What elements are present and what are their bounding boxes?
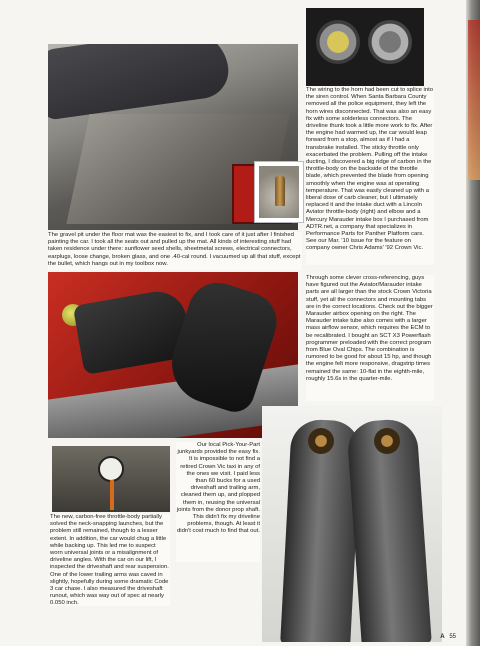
bullet-round	[275, 176, 285, 206]
page-folio	[440, 634, 456, 640]
caption-airbox	[306, 275, 434, 401]
caption-airbox-text: Through some clever cross-referencing, guys have figured out the Aviator/Marauder intake parts are all larger than the stock Crown Victoria stuff, yet all the connectors and mounting tabs are in the correct locations. Check out the bigger Marauder airbox opening on the right. The Marauder intake tube also comes with a larger mass airflow sensor, which requires the ECM to be recalibrated. I bought an SCT X3 Powerflash programmer preloaded with the correct program from Blue Oval Chips. The combination is rumored to be good for about 15 hp, and though the engine felt more responsive, dragstrip times remained the same: 10-flat in the eighth-mile, roughly 15.6s in the quarter-mile.	[306, 275, 433, 382]
page-number: 55	[449, 634, 456, 640]
caption-throttle	[306, 87, 434, 265]
caption-junkyard	[176, 442, 260, 562]
old-throttle-body	[316, 20, 360, 64]
caption-driveshaft-text: The new, carbon-free throttle-body partially solved the neck-snapping launches, but the problem still remained, though to a lesser extent. In addition, the car would chug a little while backing up. This led me to suspect worn universal joints or a misalignment of driveline angles. With the car on our lift, I inspected the driveshaft and rear suspension. One of the lower trailing arms was caved in slightly, hopefully during some dramatic Code 3 car chase. I also measured the driveshaft runout, which was way out of spec at nearly 0.050 inch.	[50, 514, 169, 607]
caption-floor	[48, 232, 302, 270]
photo-driveshaft-runout	[52, 446, 170, 512]
caption-floor-text: The gravel pit under the floor mat was the easiest to fix, and I took care of it just after I finished painting the car. I took all the seats out and pulled up the mat. All kinds of interesting stuff had taken residence under there: sunflower seed shells, sheetmetal screws, electrical connectors, earplugs, loose change, broken glass, and one .40-cal round. I vacuumed up all that stuff, except the bullet, which hangs out in my toolbox now.	[48, 232, 301, 267]
folio-mark: A	[440, 634, 445, 640]
photo-intake-parts	[48, 272, 298, 438]
bushing-left	[308, 428, 334, 454]
photo-throttle-bodies	[306, 8, 424, 86]
new-throttle-body	[368, 20, 412, 64]
photo-inset-bullet	[254, 161, 304, 223]
dial-indicator	[98, 456, 124, 482]
caption-driveshaft	[50, 514, 170, 606]
caption-throttle-text: The wiring to the horn had been cut to splice into the siren control. When Santa Barbara County removed all the police equipment, they left the horn wires disconnected. That was also an easy fix with some solderless connectors. The driveline thunk took a little more work to fix. After the engine had warmed up, the car would leap forward from a stop, almost as if I had a transbrake installed. The sticky throttle only exacerbated the problem. Pulling off the intake ducting, I discovered a big ridge of carbon in the throttle-body on the backside of the throttle blade, which prevented the blade from opening smoothly when the engine was at operating temperature. That was easily cleaned up with a liberal dose of carb cleaner, but I ultimately replaced it and the intake duct with a Lincoln Aviator throttle-body (right) and elbow and a Mercury Marauder intake box I purchased from ADTR.net, a company that specializes in Performance Parts for Panther Platform cars. See our Mar. '10 issue for the feature on company owner Chris Adams' '92 Crown Vic.	[306, 87, 434, 252]
caption-junkyard-text: Our local Pick-Your-Part junkyards provided the easy fix. It is impossible to not find a retired Crown Vic taxi in any of the ones we visit. I paid less than 60 bucks for a used driveshaft and trailing arm, cleaned them up, and plopped them in, reusing the universal joints from the donor prop shaft. This didn't fix my driveline problems, though. At least it didn't cost much to find that out.	[176, 442, 260, 535]
floor-mat	[48, 44, 232, 121]
section-tab	[468, 20, 480, 180]
bushing-right	[374, 428, 400, 454]
photo-trailing-arms	[262, 406, 445, 642]
indicator-stand	[110, 480, 114, 510]
